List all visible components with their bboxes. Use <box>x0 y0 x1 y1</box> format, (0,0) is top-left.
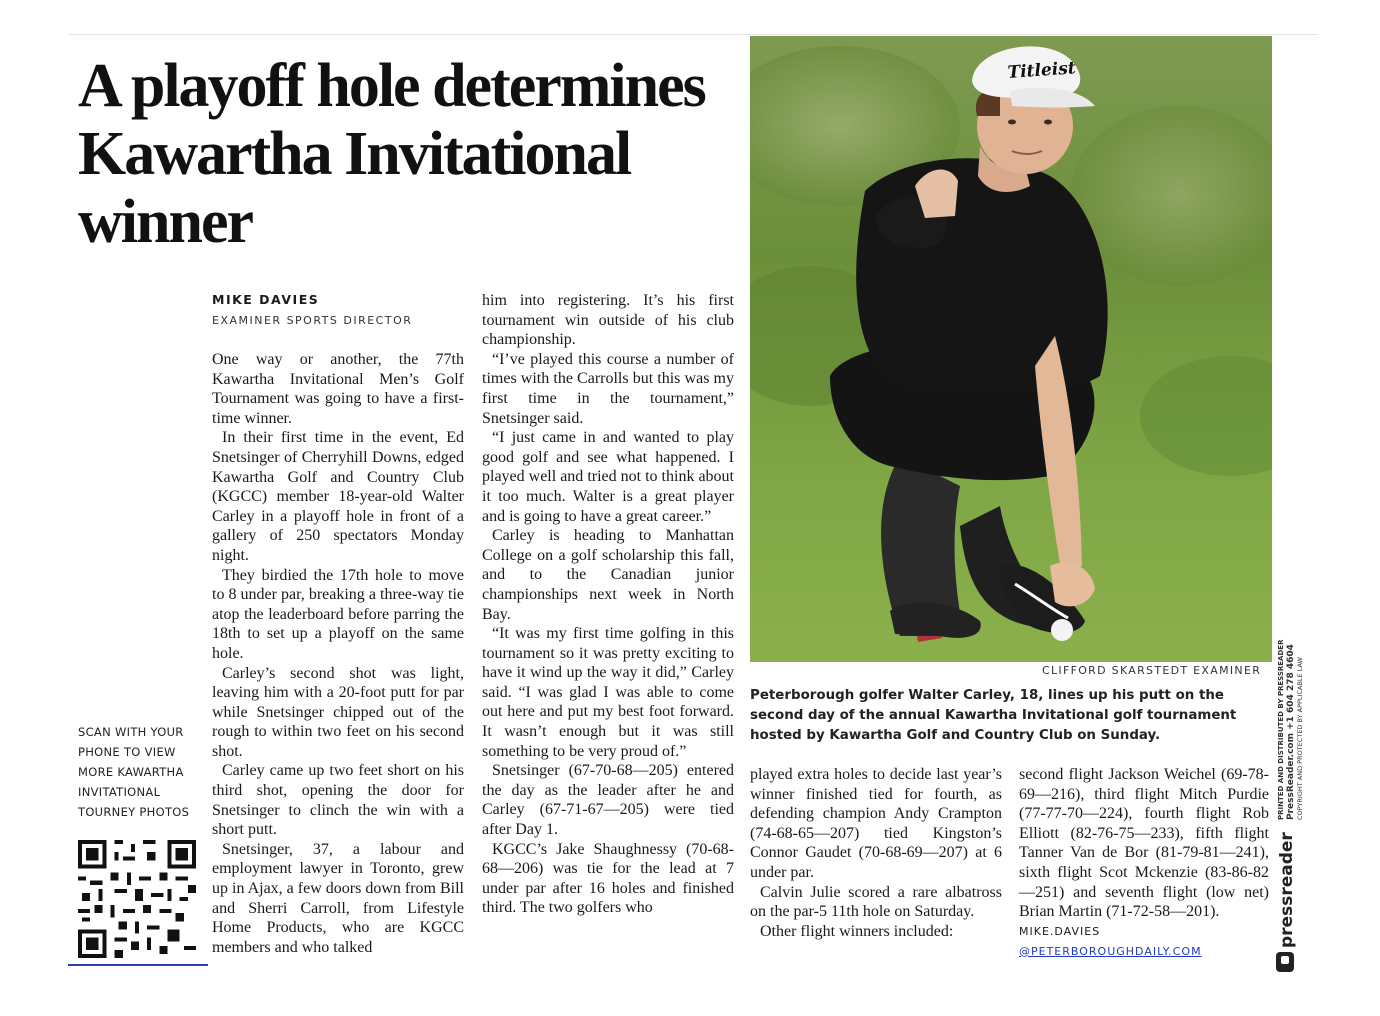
paragraph: “I’ve played this course a number of times with the Carrolls but this was my first time in the tournament,” Snetsinger said. <box>482 350 734 427</box>
photo-credit: CLIFFORD SKARSTEDT EXAMINER <box>1042 664 1262 677</box>
pressreader-watermark <box>1270 620 1310 975</box>
golfer-photo <box>750 36 1272 662</box>
signoff-email-link[interactable]: @PETERBOROUGHDAILY.COM <box>1019 944 1202 958</box>
divider <box>68 964 208 966</box>
paragraph: Carley is heading to Manhattan College on a golf scholarship this fall, and to the Canadian junior championships next week in North Bay. <box>482 527 734 623</box>
article-column-2 <box>482 291 734 918</box>
paragraph: Carley came up two feet short on his third shot, opening the door for Snetsinger to clinch the win with a short putt. <box>212 762 464 839</box>
scan-prompt <box>78 722 198 822</box>
paragraph: played extra holes to decide last year’s winner finished tied for fourth, as defending champion Andy Crampton (74-68-65—207) tied Kingston’s Connor Gaudet (70-68-69—207) at 6 under par. <box>750 766 1002 881</box>
scan-line: MORE KAWARTHA <box>78 765 184 779</box>
author-name: MIKE DAVIES <box>212 292 320 307</box>
qr-code[interactable] <box>78 840 196 958</box>
scan-line: SCAN WITH YOUR <box>78 725 184 739</box>
paragraph: KGCC’s Jake Shaughnessy (70-68-68—206) was tie for the lead at 7 under par after 16 holes and finished third. The two golfers who <box>482 840 734 917</box>
scan-line: PHONE TO VIEW <box>78 745 176 759</box>
paragraph: Snetsinger (67-70-68—205) entered the day as the leader after he and Carley (67-71-67—205) were tied after Day 1. <box>482 762 734 839</box>
pressreader-brand: pressreader <box>1277 832 1297 948</box>
pressreader-line-2: PressReader.com +1 604 278 4604 <box>1286 644 1296 820</box>
cap-logo-text: Titleist <box>1006 58 1077 83</box>
paragraph: “It was my first time golfing in this tournament so it was pretty exciting to have it wind up the way it did,” Carley said. “I was glad I was able to come out here and put my best foot forward. It wasn’t enough but it was still something to be very proud of.” <box>482 625 734 760</box>
headline: A playoff hole determines Kawartha Invitational winner <box>78 52 705 256</box>
author-role: EXAMINER SPORTS DIRECTOR <box>212 314 413 327</box>
paragraph: Snetsinger, 37, a labour and employment lawyer in Toronto, grew up in Ajax, a few doors down from Bill and Sherri Carroll, from Lifestyle Home Products, who are KGCC members and who talked <box>212 840 464 956</box>
paragraph: Other flight winners included: <box>760 922 954 940</box>
paragraph: second flight Jackson Weichel (69-78-69—216), third flight Mitch Purdie (77-77-70—224), fourth flight Rob Elliott (82-76-75—233), fifth flight Tanner Van de Bor (81-79-81—241), sixth flight Scot Mckenzie (83-86-82—251) and seventh flight (low net) Brian Martin (71-72-58—201). <box>1019 766 1269 921</box>
paragraph: Carley’s second shot was light, leaving him with a 20-foot putt for par while Snetsinger chipped out of the rough to within two feet on his second shot. <box>212 664 464 760</box>
paragraph: They birdied the 17th hole to move to 8 under par, breaking a three-way tie atop the leaderboard before parring the 18th to set up a playoff on the same hole. <box>212 566 464 662</box>
signoff-name: MIKE.DAVIES <box>1019 924 1101 938</box>
paragraph: Calvin Julie scored a rare albatross on the par-5 11th hole on Saturday. <box>750 883 1002 921</box>
scan-line: INVITATIONAL <box>78 785 161 799</box>
article-column-1 <box>212 350 464 957</box>
article-column-3 <box>750 765 1002 941</box>
paragraph: him into registering. It’s his first tournament win outside of his club championship. <box>482 292 734 349</box>
paragraph: In their first time in the event, Ed Snetsinger of Cherryhill Downs, edged Kawartha Golf and Country Club (KGCC) member 18-year-old Walter Carley in a playoff hole in front of a gallery of 250 spectators Monday night. <box>212 429 464 564</box>
pressreader-line-1: PRINTED AND DISTRIBUTED BY PRESSREADER <box>1277 639 1285 820</box>
scan-line: TOURNEY PHOTOS <box>78 805 190 819</box>
photo-caption: Peterborough golfer Walter Carley, 18, lines up his putt on the second day of the annual Kawartha Invitational golf tournament hosted by Kawartha Golf and Country Club on Sunday. <box>750 688 1237 743</box>
paragraph: One way or another, the 77th Kawartha Invitational Men’s Golf Tournament was going to have a first-time winner. <box>212 351 464 427</box>
article-column-4 <box>1019 765 1269 962</box>
pressreader-line-3: COPYRIGHT AND PROTECTED BY APPLICABLE LAW <box>1296 657 1304 820</box>
paragraph: “I just came in and wanted to play good golf and see what happened. I played well and tried not to think about it too much. Walter is a great player and is going to have a great career.” <box>482 429 734 525</box>
